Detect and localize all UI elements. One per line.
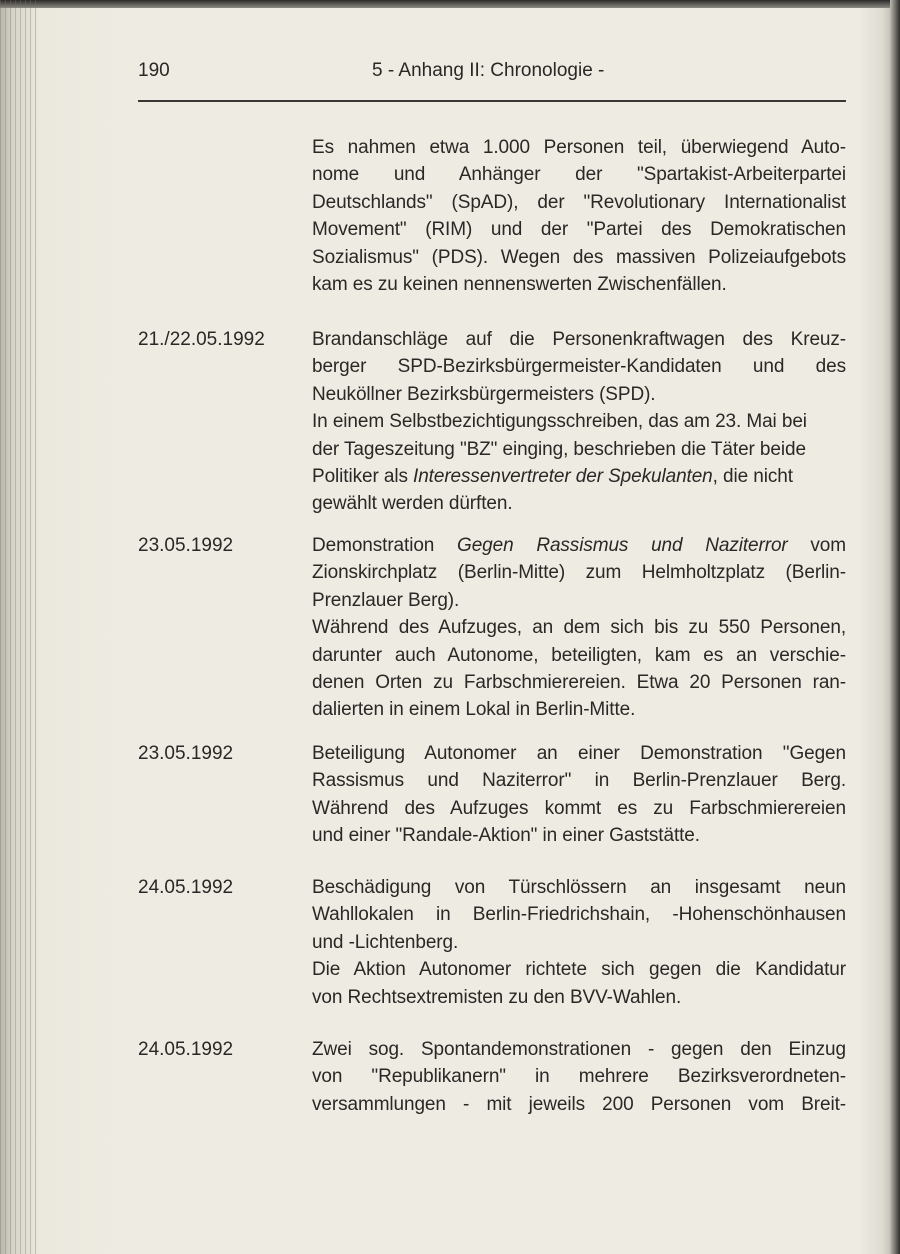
page-top-edge [0,0,900,8]
intro-paragraph [312,134,846,298]
text-line [312,532,846,559]
text-line: von "Republikanern" in mehrere Bezirksverordneten- [312,1066,846,1088]
text-line: Wahllokalen in Berlin-Friedrichshain, -Hohenschönhausen [312,904,846,926]
page-right-edge [890,0,900,1254]
text-line: gewählt werden dürften. [312,493,513,515]
entry-text [312,874,846,1011]
italic-phrase: Interessenvertreter der Spekulanten [413,466,713,488]
text-line: Rassismus und Naziterror" in Berlin-Prenzlauer Berg. [312,770,846,792]
text-line: Beteiligung Autonomer an einer Demonstration "Gegen [312,743,846,764]
text-line: Beschädigung von Türschlössern an insgesamt neun [312,877,846,898]
italic-phrase: Gegen Rassismus und Naziterror [457,535,788,556]
text-line: Zwei sog. Spontandemonstrationen - gegen den Einzug [312,1039,846,1060]
text-line: denen Orten zu Farbschmierereien. Etwa 20 Personen ran- [312,672,846,694]
text-line: von Rechtsextremisten zu den BVV-Wahlen. [312,986,682,1008]
text-line: Während des Aufzuges, an dem sich bis zu 550 Personen, [312,617,846,639]
text-line: Die Aktion Autonomer richtete sich gegen die Kandidatur [312,959,846,981]
entry-text [312,1036,846,1118]
text-line: und -Lichtenberg. [312,931,459,953]
page-header [138,60,846,96]
text-line: Deutschlands" (SpAD), der "Revolutionary Internationalist [312,191,846,213]
text-run: vom [787,535,846,556]
book-spine-edge [0,0,40,1254]
text-line: Es nahmen etwa 1.000 Personen teil, überwiegend Auto- [312,137,846,158]
entry-date: 24.05.1992 [138,1039,234,1060]
text-line: Neuköllner Bezirksbürgermeisters (SPD). [312,383,656,405]
entry-date: 24.05.1992 [138,877,234,898]
entry-date: 21./22.05.1992 [138,329,265,350]
entry-text [312,326,846,518]
text-line: und einer "Randale-Aktion" in einer Gaststätte. [312,825,700,847]
text-line: darunter auch Autonome, beteiligten, kam es an verschie- [312,644,846,666]
entry-text [312,532,846,724]
text-line: der Tageszeitung "BZ" einging, beschrieben die Täter beide [312,438,806,460]
text-line: Brandanschläge auf die Personenkraftwagen des Kreuz- [312,329,846,350]
text-line: In einem Selbstbezichtigungsschreiben, das am 23. Mai bei [312,411,807,433]
text-line: Während des Aufzuges kommt es zu Farbschmierereien [312,797,846,819]
text-line: Movement" (RIM) und der "Partei des Demokratischen [312,219,846,241]
entry-text [312,740,846,850]
text-line: Prenzlauer Berg). [312,589,460,611]
text-run: , die nicht [712,466,793,488]
entry-date: 23.05.1992 [138,743,234,764]
running-head: 5 - Anhang II: Chronologie - [372,60,605,81]
text-run: Demonstration [312,535,458,556]
text-line: dalierten in einem Lokal in Berlin-Mitte. [312,699,636,721]
text-line: versammlungen - mit jeweils 200 Personen vom Breit- [312,1093,846,1115]
text-run: Politiker als [312,466,414,488]
header-rule [138,100,846,102]
page-number: 190 [138,60,170,81]
text-line [312,463,846,490]
text-line: nome und Anhänger der "Spartakist-Arbeiterpartei [312,164,846,186]
text-line: berger SPD-Bezirksbürgermeister-Kandidaten und des [312,356,846,378]
text-line: Zionskirchplatz (Berlin-Mitte) zum Helmholtzplatz (Berlin- [312,562,846,584]
text-line: Sozialismus" (PDS). Wegen des massiven Polizeiaufgebots [312,246,846,268]
text-line: kam es zu keinen nennenswerten Zwischenfällen. [312,274,727,296]
entry-date: 23.05.1992 [138,535,234,556]
